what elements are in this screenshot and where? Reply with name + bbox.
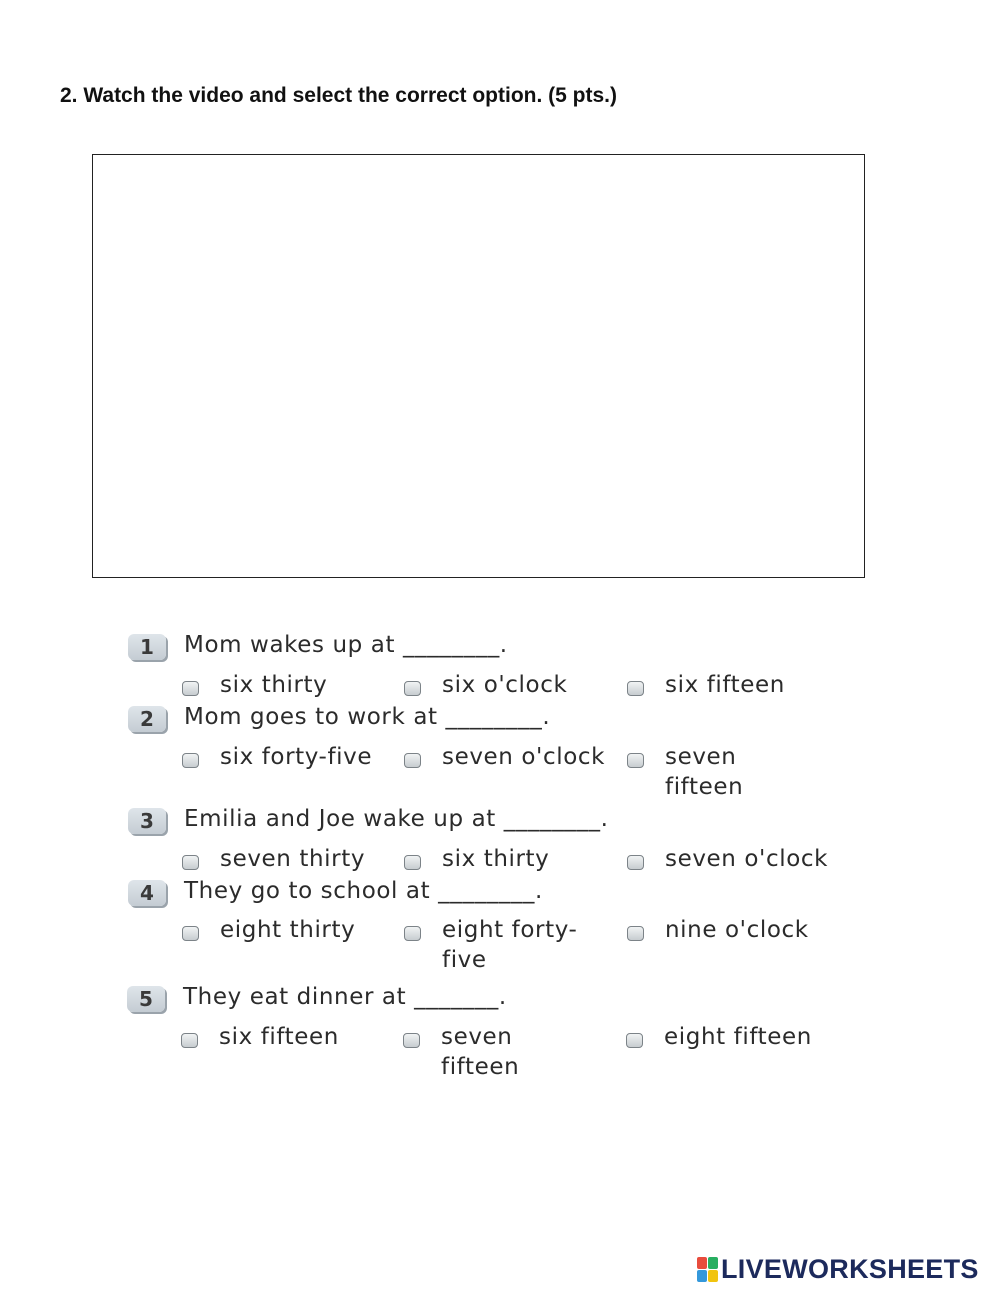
checkbox-icon[interactable] [182,753,199,768]
option-label[interactable]: six fifteen [665,672,785,698]
checkbox-icon[interactable] [182,855,199,870]
checkbox-icon[interactable] [182,926,199,941]
option-label[interactable]: eight forty-five [442,917,578,973]
checkbox-icon[interactable] [627,855,644,870]
option-label[interactable]: six o'clock [442,672,568,698]
question-number-badge: 4 [128,880,166,906]
question-text: They go to school at ________. [184,878,543,904]
checkbox-icon[interactable] [403,1033,420,1048]
instruction-heading: 2. Watch the video and select the correct option. (5 pts.) [60,84,617,107]
checkbox-icon[interactable] [627,753,644,768]
option-label[interactable]: seven fifteen [441,1024,520,1080]
checkbox-icon[interactable] [404,855,421,870]
question-number-badge: 5 [127,986,165,1012]
checkbox-icon[interactable] [627,681,644,696]
liveworksheets-logo [697,1253,979,1285]
option-label[interactable]: eight fifteen [664,1024,812,1050]
question-text: Mom wakes up at ________. [184,632,508,658]
question-number-badge: 3 [128,808,166,834]
logo-blocks-icon [697,1257,718,1282]
checkbox-icon[interactable] [181,1033,198,1048]
checkbox-icon[interactable] [626,1033,643,1048]
question-text: Emilia and Joe wake up at ________. [184,806,609,832]
video-player-area[interactable] [92,154,865,578]
checkbox-icon[interactable] [404,681,421,696]
option-label[interactable]: nine o'clock [665,917,809,943]
checkbox-icon[interactable] [404,753,421,768]
option-label[interactable]: eight thirty [220,917,356,943]
question-number-badge: 1 [128,634,166,660]
question-text: They eat dinner at _______. [183,984,507,1010]
checkbox-icon[interactable] [627,926,644,941]
checkbox-icon[interactable] [404,926,421,941]
option-label[interactable]: seven o'clock [665,846,829,872]
logo-text: LIVEWORKSHEETS [721,1253,979,1284]
option-label[interactable]: seven thirty [220,846,366,872]
option-label[interactable]: six fifteen [219,1024,339,1050]
option-label[interactable]: six thirty [442,846,550,872]
checkbox-icon[interactable] [182,681,199,696]
option-label[interactable]: six forty-five [220,744,373,770]
option-label[interactable]: seven fifteen [665,744,744,800]
option-label[interactable]: seven o'clock [442,744,606,770]
option-label[interactable]: six thirty [220,672,328,698]
question-text: Mom goes to work at ________. [184,704,551,730]
question-number-badge: 2 [128,706,166,732]
